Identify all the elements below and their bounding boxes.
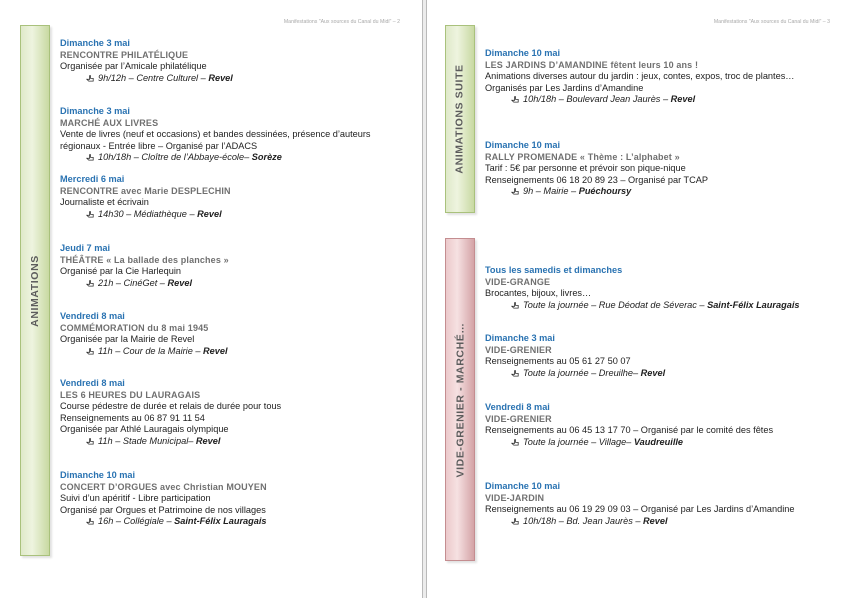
event-description: Renseignements au 06 19 29 09 03 – Organisé par Les Jardins d’Amandine	[485, 504, 795, 515]
event-time-place: 9h/12h – Centre Culturel –	[98, 72, 206, 83]
event-title: COMMÉMORATION du 8 mai 1945	[60, 322, 209, 333]
event-time-place: 21h – CinéGet –	[98, 277, 165, 288]
event-town: Revel	[203, 345, 228, 356]
event-town: Sorèze	[251, 152, 282, 163]
event-title: CONCERT D’ORGUES avec Christian MOUYEN	[60, 481, 267, 492]
pointing-hand-icon	[511, 516, 520, 525]
pointing-hand-icon	[86, 152, 95, 161]
pointing-hand-icon	[511, 437, 520, 446]
event-date: Dimanche 10 mai	[60, 470, 136, 480]
event-practical-info	[485, 300, 835, 312]
event-time-place: 10h/18h – Cloître de l’Abbaye-école–	[98, 152, 250, 163]
event-entry	[60, 311, 410, 357]
event-town: Revel	[208, 72, 233, 83]
event-entry	[485, 481, 835, 527]
event-practical-info	[60, 436, 410, 448]
event-time-place: 9h – Mairie –	[523, 186, 577, 197]
event-practical-info	[60, 73, 410, 85]
event-practical-info	[60, 209, 410, 221]
event-description: Organisé par la Cie Harlequin	[60, 266, 182, 277]
pointing-hand-icon	[511, 186, 520, 195]
event-practical-info	[485, 186, 835, 198]
event-practical-info	[60, 346, 410, 358]
pointing-hand-icon	[511, 94, 520, 103]
pointing-hand-icon	[511, 368, 520, 377]
running-head-left: Manifestations "Aux sources du Canal du Midi" – 2	[283, 19, 400, 25]
event-town: Revel	[167, 277, 193, 288]
event-date: Vendredi 8 mai	[485, 402, 550, 412]
event-date: Dimanche 10 mai	[485, 481, 561, 491]
event-entry	[60, 378, 410, 448]
running-head-right: Manifestations "Aux sources du Canal du Midi" – 3	[713, 19, 830, 25]
event-title: RENCONTRE PHILATÉLIQUE	[60, 49, 189, 60]
event-time-place: 10h/18h – Boulevard Jean Jaurès –	[523, 94, 669, 105]
event-town: Puéchoursy	[578, 186, 632, 197]
event-time-place: Toute la journée – Dreuilhe–	[523, 367, 639, 378]
pointing-hand-icon	[86, 278, 95, 287]
event-title: MARCHÉ AUX LIVRES	[60, 117, 159, 128]
section-band-label: VIDE-GRENIER - MARCHÉ…	[454, 322, 466, 477]
pointing-hand-icon	[86, 73, 95, 82]
event-description: Renseignements 06 18 20 89 23 – Organisé par TCAP	[485, 174, 709, 185]
event-town: Revel	[670, 94, 696, 105]
event-time-place: 11h – Stade Municipal–	[98, 435, 194, 446]
section-band-animations	[20, 25, 50, 556]
event-description: Organisée par Athlé Lauragais olympique	[60, 424, 229, 435]
pointing-hand-icon	[86, 346, 95, 355]
event-description: Renseignements au 05 61 27 50 07	[485, 356, 631, 367]
event-date: Dimanche 3 mai	[60, 38, 130, 48]
event-description: Organisée par la Mairie de Revel	[60, 334, 195, 345]
event-entry	[485, 265, 835, 311]
event-title: RENCONTRE avec Marie DESPLECHIN	[60, 185, 231, 196]
event-title: LES JARDINS D’AMANDINE fêtent leurs 10 ans !	[485, 59, 699, 70]
event-entry	[60, 243, 410, 289]
event-title: VIDE-GRANGE	[485, 276, 551, 287]
section-band-label: ANIMATIONS SUITE	[454, 64, 466, 174]
event-description: Renseignements au 06 45 13 17 70 – Organisé par le comité des fêtes	[485, 425, 774, 436]
event-town: Vaudreuille	[633, 436, 684, 447]
event-date: Vendredi 8 mai	[60, 311, 125, 321]
event-title: VIDE-JARDIN	[485, 492, 545, 503]
event-time-place: 14h30 – Médiathèque –	[98, 208, 195, 219]
event-time-place: 10h/18h – Bd. Jean Jaurès –	[523, 515, 641, 526]
event-title: VIDE-GRENIER	[485, 344, 552, 355]
event-entry	[60, 38, 410, 84]
event-entry	[485, 140, 835, 198]
event-town: Revel	[643, 515, 668, 526]
event-description: Tarif : 5€ par personne et prévoir son pique-nique	[485, 163, 686, 174]
event-date: Dimanche 10 mai	[485, 48, 561, 58]
event-practical-info	[60, 278, 410, 290]
event-date: Jeudi 7 mai	[60, 243, 111, 253]
event-description: Animations diverses autour du jardin : jeux, contes, expos, troc de plantes…	[485, 71, 795, 82]
event-town: Saint-Félix Lauragais	[174, 516, 267, 527]
event-description: Organisée par l’Amicale philatélique	[60, 61, 207, 72]
event-description: Suivi d’un apéritif - Libre participation	[60, 493, 211, 504]
section-band-label: ANIMATIONS	[29, 254, 41, 327]
event-time-place: Toute la journée – Village–	[523, 436, 632, 447]
event-title: RALLY PROMENADE « Thème : L’alphabet »	[485, 151, 680, 162]
event-entry	[485, 402, 835, 448]
event-entry	[485, 333, 835, 379]
pointing-hand-icon	[511, 300, 520, 309]
event-practical-info	[485, 437, 835, 449]
event-entry	[485, 48, 835, 106]
event-practical-info	[485, 94, 835, 106]
event-description: Vente de livres (neuf et occasions) et bandes dessinées, présence d’auteurs	[60, 129, 371, 140]
event-time-place: 16h – Collégiale –	[98, 516, 172, 527]
event-description: Brocantes, bijoux, livres…	[485, 288, 592, 299]
section-band-animations-suite	[445, 25, 475, 213]
event-date: Mercredi 6 mai	[60, 174, 125, 184]
event-practical-info	[60, 152, 410, 164]
event-entry	[60, 470, 410, 528]
event-date: Tous les samedis et dimanches	[485, 265, 623, 275]
section-band-vide-grenier	[445, 238, 475, 561]
event-time-place: Toute la journée – Rue Déodat de Séverac –	[523, 299, 705, 310]
event-entry	[60, 106, 410, 164]
pointing-hand-icon	[86, 516, 95, 525]
event-practical-info	[60, 516, 410, 528]
event-title: LES 6 HEURES DU LAURAGAIS	[60, 389, 201, 400]
event-town: Revel	[640, 367, 666, 378]
event-title: VIDE-GRENIER	[485, 413, 552, 424]
event-description: régionaux - Entrée libre – Organisé par l’ADACS	[60, 140, 258, 151]
event-town: Saint-Félix Lauragais	[707, 299, 800, 310]
event-entry	[60, 174, 410, 220]
event-date: Vendredi 8 mai	[60, 378, 125, 388]
event-town: Revel	[197, 208, 222, 219]
event-practical-info	[485, 516, 835, 528]
event-description: Renseignements au 06 87 91 11 54	[60, 412, 205, 423]
pointing-hand-icon	[86, 436, 95, 445]
event-date: Dimanche 3 mai	[485, 333, 555, 343]
event-date: Dimanche 10 mai	[485, 140, 561, 150]
event-description: Organisés par Les Jardins d’Amandine	[485, 82, 644, 93]
left-page	[0, 0, 423, 598]
event-description: Journaliste et écrivain	[60, 197, 149, 208]
event-title: THÉÂTRE « La ballade des planches »	[60, 254, 229, 265]
event-description: Course pédestre de durée et relais de durée pour tous	[60, 401, 282, 412]
pointing-hand-icon	[86, 209, 95, 218]
event-description: Organisé par Orgues et Patrimoine de nos villages	[60, 504, 266, 515]
event-town: Revel	[195, 435, 221, 446]
event-date: Dimanche 3 mai	[60, 106, 130, 116]
event-practical-info	[485, 368, 835, 380]
event-time-place: 11h – Cour de la Mairie –	[98, 345, 201, 356]
